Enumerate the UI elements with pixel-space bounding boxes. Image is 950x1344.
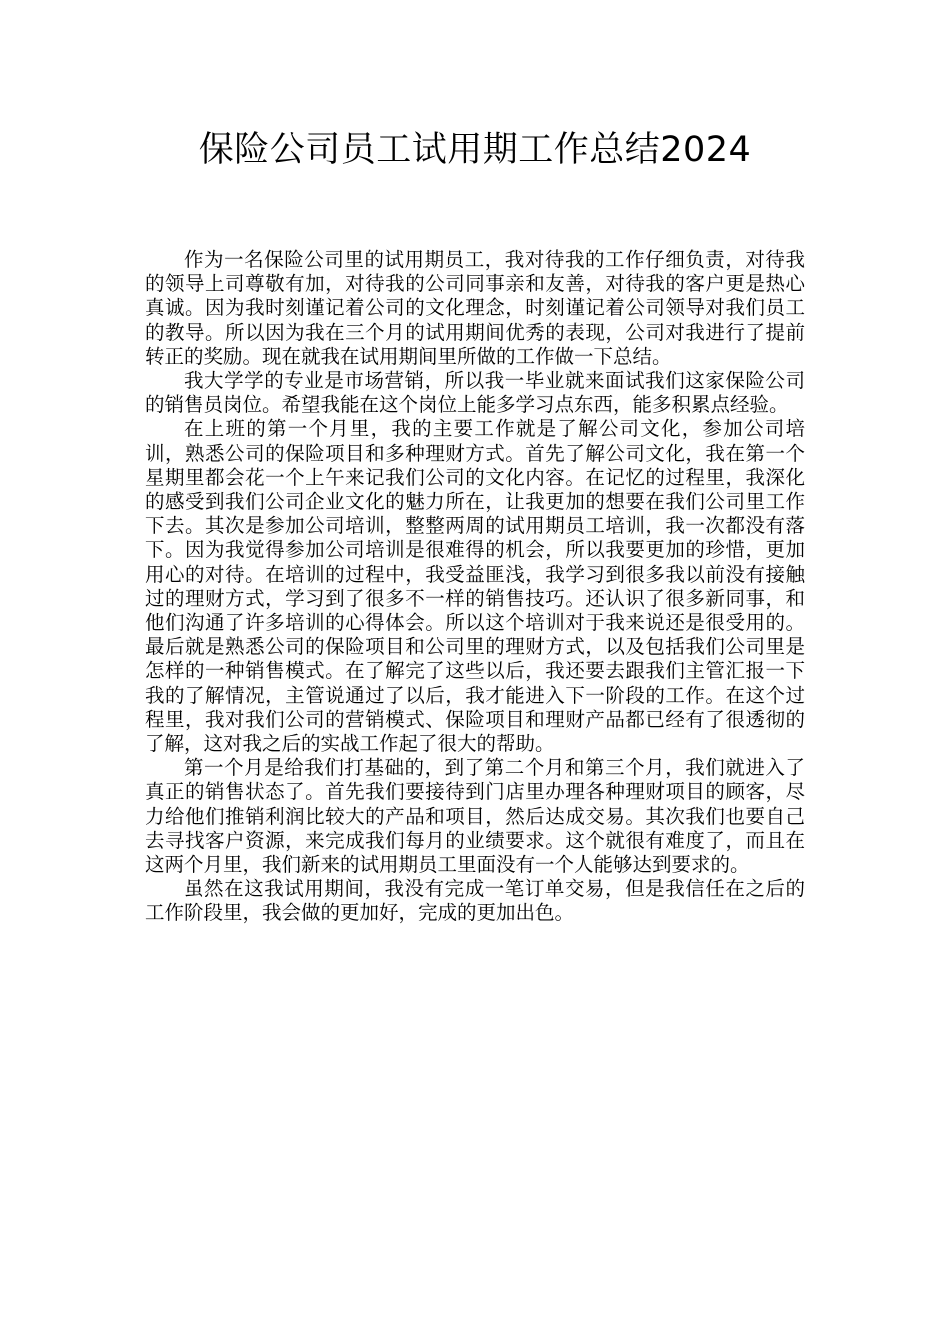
paragraph-3: 在上班的第一个月里，我的主要工作就是了解公司文化，参加公司培训，熟悉公司的保险项目和多种理财方式。首先了解公司文化，我在第一个星期里都会花一个上午来记我们公司的文化内容。在记忆的过程里，我深化的感受到我们公司企业文化的魅力所在，让我更加的想要在我们公司里工作下去。其次是参加公司培训，整整两周的试用期员工培训，我一次都没有落下。因为我觉得参加公司培训是很难得的机会，所以我要更加的珍惜，更加用心的对待。在培训的过程中，我受益匪浅，我学习到很多我以前没有接触过的理财方式，学习到了很多不一样的销售技巧。还认识了很多新同事，和他们沟通了许多培训的心得体会。所以这个培训对于我来说还是很受用的。最后就是熟悉公司的保险项目和公司里的理财方式，以及包括我们公司里是怎样的一种销售模式。在了解完了这些以后，我还要去跟我们主管汇报一下我的了解情况，主管说通过了以后，我才能进入下一阶段的工作。在这个过程里，我对我们公司的营销模式、保险项目和理财产品都已经有了很透彻的了解，这对我之后的实战工作起了很大的帮助。 (145, 417, 805, 756)
paragraph-2: 我大学学的专业是市场营销，所以我一毕业就来面试我们这家保险公司的销售员岗位。希望我能在这个岗位上能多学习点东西，能多积累点经验。 (145, 369, 805, 417)
paragraph-1: 作为一名保险公司里的试用期员工，我对待我的工作仔细负责，对待我的领导上司尊敬有加，对待我的公司同事亲和友善，对待我的客户更是热心真诚。因为我时刻谨记着公司的文化理念，时刻谨记着公司领导对我们员工的教导。所以因为我在三个月的试用期间优秀的表现，公司对我进行了提前转正的奖励。现在就我在试用期间里所做的工作做一下总结。 (145, 248, 805, 368)
document-body (145, 248, 805, 926)
paragraph-5: 虽然在这我试用期间，我没有完成一笔订单交易，但是我信任在之后的工作阶段里，我会做的更加好，完成的更加出色。 (145, 877, 805, 925)
document-title: 保险公司员工试用期工作总结2024 (198, 130, 752, 170)
paragraph-4: 第一个月是给我们打基础的，到了第二个月和第三个月，我们就进入了真正的销售状态了。首先我们要接待到门店里办理各种理财项目的顾客，尽力给他们推销利润比较大的产品和项目，然后达成交易。其次我们也要自己去寻找客户资源，来完成我们每月的业绩要求。这个就很有难度了，而且在这两个月里，我们新来的试用期员工里面没有一个人能够达到要求的。 (145, 756, 805, 877)
